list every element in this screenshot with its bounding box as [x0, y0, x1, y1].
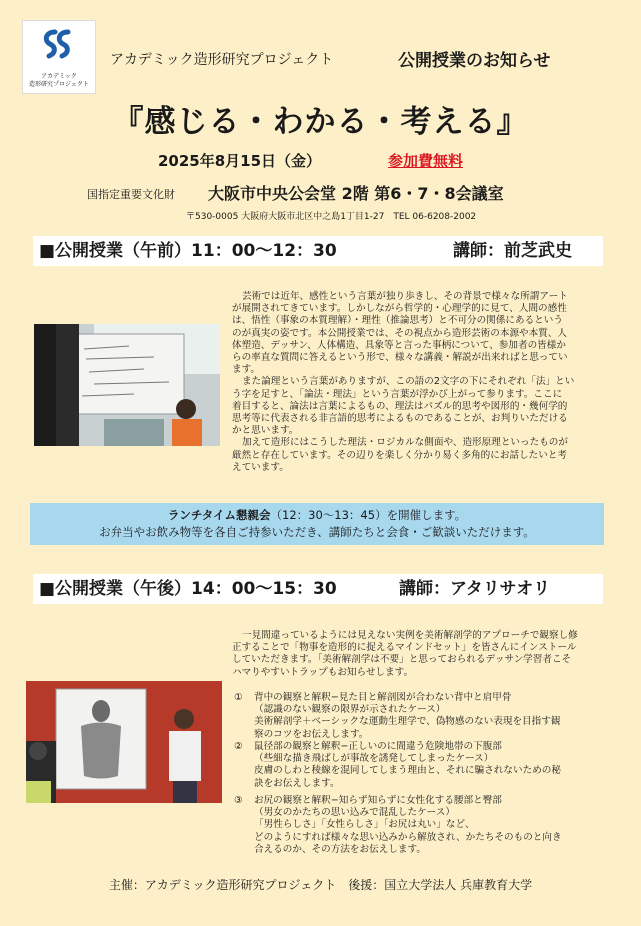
morning-line: えています。 — [232, 461, 289, 473]
lunch-line-2: お弁当やお飲み物等を各自ご持参いただき、講師たちと会食・ご歓談いただけます。 — [99, 525, 535, 539]
event-date: 2025年8月15日（金） — [158, 152, 322, 170]
morning-line: が展開されてきています。しかしながら哲学的・心理学的に見て、人間の感性 — [232, 303, 567, 315]
topic-line: （些細な描き飛ばしが事故を誘発してしまったケース） — [254, 753, 494, 765]
lunch-notice — [30, 503, 604, 545]
morning-line: かと思います。 — [232, 425, 299, 437]
footer-credits: 主催：アカデミック造形研究プロジェクト 後援：国立大学法人 兵庫教育大学 — [108, 878, 533, 892]
morning-session-title: ■公開授業（午前）11：00〜12：30 — [39, 241, 337, 261]
topic-number: ② — [234, 741, 243, 752]
afternoon-photo — [26, 681, 222, 803]
topic-line: どのようにすれば様々な思い込みから解放され、かたちそのものと向き — [254, 831, 562, 843]
venue-address: 〒530-0005 大阪府大阪市北区中之島1丁目1-27 TEL 06-6208-2002 — [186, 212, 477, 222]
topic-line: 「男性らしさ」「女性らしさ」「お尻は丸い」など、 — [254, 819, 475, 831]
lunch-title: ランチタイム懇親会 — [167, 508, 271, 522]
morning-line: 体塑造、デッサン、人体構造、具象等と言った事柄について、参加者の皆様か — [232, 339, 566, 351]
topic-line: 鼠径部の観察と解釈−正しいのに間違う危険地帯の下腹部 — [254, 741, 502, 752]
morning-line: は、悟性（事象の本質理解）・理性（推論思考）と不可分の関係にあるという — [232, 315, 563, 327]
topic-line: 察のコツをお伝えします。 — [254, 728, 369, 740]
topic-line: 訣をお伝えします。 — [254, 777, 340, 789]
topic-number: ① — [234, 692, 243, 703]
topic-item-1 — [234, 692, 604, 741]
morning-line: 加えて造形にはこうした理法・ロジカルな側面や、造形原理といったものが — [242, 437, 568, 449]
morning-lecturer: 講師：前芝武史 — [453, 241, 572, 261]
topic-number: ③ — [234, 795, 243, 806]
logo-mark-icon — [41, 29, 77, 69]
lunch-time: （12：30〜13：45）を開催します。 — [270, 508, 467, 522]
main-title: 『感じる・わかる・考える』 — [112, 104, 529, 140]
fee-notice: 参加費無料 — [388, 152, 464, 170]
morning-line: 思考等に代表される非言語的思考によるものであることが、お判りいただける — [232, 413, 568, 425]
topic-line: （男女のかたちの思い込みで混乱したケース） — [254, 807, 455, 819]
morning-line: 芸術では近年、感性という言葉が独り歩きし、その背景で様々な所謂アート — [242, 291, 568, 302]
logo-label-2: 造形研究プロジェクト — [29, 81, 89, 88]
topic-item-3 — [234, 795, 604, 856]
afternoon-session-title: ■公開授業（午後）14：00〜15：30 — [39, 579, 337, 599]
topic-line: 合えるのか、その方法をお伝えします。 — [254, 843, 426, 855]
venue-prefix: 国指定重要文化財 — [87, 188, 175, 201]
organizer-heading: アカデミック造形研究プロジェクト — [110, 52, 334, 68]
topic-line: 皮膚のしわと稜線を混同してしまう理由と、それに騙されないための秘 — [254, 765, 561, 777]
lunch-line-1 — [30, 507, 604, 524]
topic-line: お尻の観察と解釈−知らず知らずに女性化する腰部と臀部 — [254, 795, 502, 806]
morning-line: ます。 — [232, 364, 261, 376]
morning-photo — [34, 324, 220, 446]
notice-heading: 公開授業のお知らせ — [398, 51, 551, 71]
afternoon-intro — [232, 630, 604, 679]
topic-line: 背中の観察と解釈−見た目と解剖図が合わない背中と肩甲骨 — [254, 692, 512, 703]
morning-session-bar — [33, 236, 603, 266]
morning-line: 着目すると、論法は言葉によるもの、理法はパズル的思考や図形的・幾何学的 — [232, 400, 568, 412]
morning-line: また論理という言葉がありますが、この語の2文字の下にそれぞれ「法」とい — [242, 376, 575, 388]
morning-line: う字を足すと、「論法・理法」という言葉が浮かび上がって参ります。ここに — [232, 388, 563, 400]
morning-line: のが真実の姿です。本公開授業では、その視点から造形芸術の本源や本質、人 — [232, 327, 568, 339]
morning-description — [232, 291, 604, 474]
venue-name: 大阪市中央公会堂 2階 第6・7・8会議室 — [208, 184, 504, 203]
afternoon-session-bar — [33, 574, 603, 604]
topic-line: （認識のない観察の限界が示されたケース） — [254, 704, 446, 716]
morning-line: 厳然と存在しています。その辺りを楽しく分かり易く多角的にお話したいと考 — [232, 449, 568, 461]
afternoon-intro-line: 一見間違っているようには見えない実例を美術解剖学的アプローチで観察し修 — [242, 630, 578, 641]
topic-item-2 — [234, 741, 604, 790]
logo — [22, 20, 96, 94]
morning-line: らの率直な質問に答えるという形で、様々な講義・解説が出来ればと思ってい — [232, 352, 568, 364]
logo-label-1: アカデミック — [41, 73, 77, 80]
topic-line: 美術解剖学＋ベーシックな運動生理学で、偽物感のない表現を目指す観 — [254, 716, 561, 728]
afternoon-lecturer: 講師：アタリサオリ — [399, 579, 551, 599]
afternoon-intro-line: していただきます。「美術解剖学は不要」と思っておられるデッサン学習者こそ — [232, 654, 572, 666]
afternoon-intro-line: ハマりやすいトラップもお知らせします。 — [232, 666, 414, 678]
afternoon-intro-line: 正することで「物事を造形的に捉えるマインドセット」を皆さんにインストール — [232, 642, 577, 654]
